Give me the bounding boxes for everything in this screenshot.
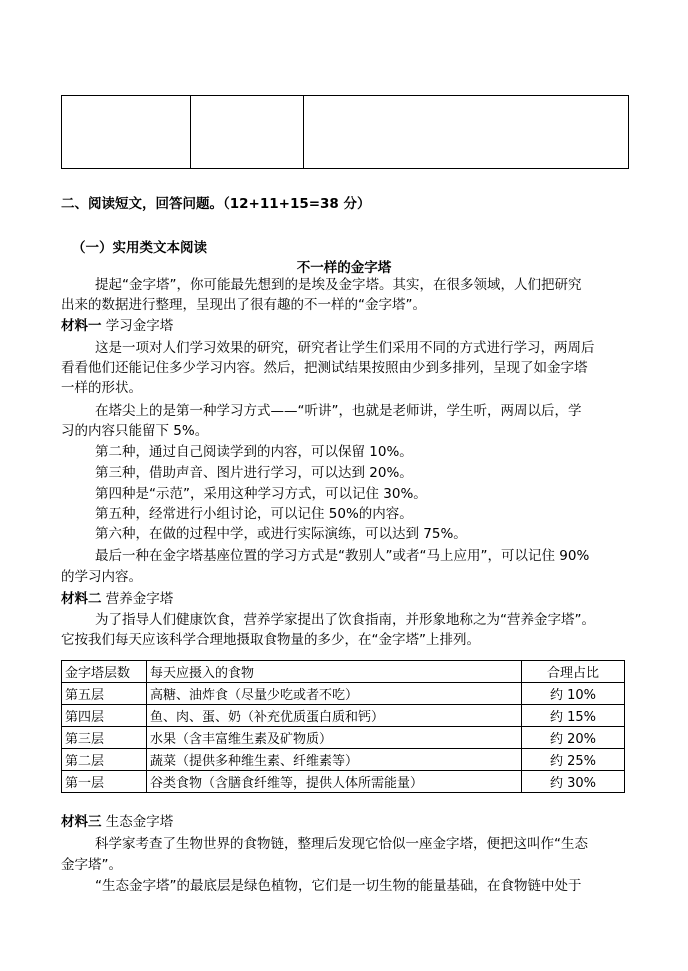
table-cell: 第五层	[62, 683, 147, 705]
table-cell: 约 15%	[522, 705, 625, 727]
material-title: 生态金字塔	[105, 814, 174, 830]
paragraph-line: 科学家考查了生物世界的食物链，整理后发现它恰似一座金字塔，便把这叫作“生态	[95, 836, 588, 852]
table-row	[62, 705, 625, 727]
paragraph-line: 最后一种在金字塔基座位置的学习方式是“教别人”或者“马上应用”，可以记住 90%	[95, 548, 590, 564]
table-cell: 谷类食物（含膳食纤维等，提供人体所需能量）	[147, 771, 522, 793]
table-cell: 第二层	[62, 749, 147, 771]
table-header-row	[62, 661, 625, 683]
material-heading	[61, 316, 629, 336]
paragraph-line: 第四种是“示范”，采用这种学习方式，可以记住 30%。	[95, 486, 427, 502]
material-title: 学习金字塔	[105, 318, 174, 334]
paragraph-line: 第二种，通过自己阅读学到的内容，可以保留 10%。	[95, 444, 413, 460]
table-cell: 约 10%	[522, 683, 625, 705]
intro-line: 出来的数据进行整理，呈现出了很有趣的不一样的“金字塔”。	[61, 297, 426, 313]
paragraph-line: 它按我们每天应该科学合理地摄取食物量的多少，在“金字塔”上排列。	[61, 632, 480, 648]
answer-cell	[191, 96, 304, 169]
paragraph-line: 为了指导人们健康饮食，营养学家提出了饮食指南，并形象地称之为“营养金字塔”。	[95, 612, 595, 628]
column-header: 金字塔层数	[62, 661, 147, 683]
table-cell: 蔬菜（提供多种维生素、纤维素等）	[147, 749, 522, 771]
table-cell: 水果（含丰富维生素及矿物质）	[147, 727, 522, 749]
material-heading	[61, 812, 629, 832]
paragraph-line: 金字塔”。	[61, 857, 122, 873]
answer-cell	[62, 96, 191, 169]
table-row	[62, 771, 625, 793]
material-label: 材料一	[61, 318, 102, 334]
answer-grid-table	[61, 95, 629, 169]
table-row	[62, 749, 625, 771]
paragraph-line: 第三种，借助声音、图片进行学习，可以达到 20%。	[95, 465, 413, 481]
paragraph-line: 第五种，经常进行小组讨论，可以记住 50%的内容。	[95, 506, 413, 522]
paragraph-line: 第六种，在做的过程中学，或进行实际演练，可以达到 75%。	[95, 526, 467, 542]
paragraph-line: 习的内容只能留下 5%。	[61, 423, 209, 439]
material-label: 材料二	[61, 591, 102, 607]
paragraph-line: 这是一项对人们学习效果的研究，研究者让学生们采用不同的方式进行学习，两周后	[95, 340, 595, 356]
table-cell: 约 30%	[522, 771, 625, 793]
material-title: 营养金字塔	[105, 591, 174, 607]
paragraph-line: 的学习内容。	[61, 569, 142, 585]
section-heading: 二、阅读短文，回答问题。（12+11+15=38 分）	[61, 196, 371, 212]
table-row	[62, 727, 625, 749]
intro-line: 提起“金字塔”，你可能最先想到的是埃及金字塔。其实，在很多领域，人们把研究	[95, 277, 582, 293]
table-cell: 高糖、油炸食（尽量少吃或者不吃）	[147, 683, 522, 705]
table-cell: 约 25%	[522, 749, 625, 771]
paragraph-line: 在塔尖上的是第一种学习方式——“听讲”，也就是老师讲，学生听，两周以后，学	[95, 403, 582, 419]
table-cell: 第一层	[62, 771, 147, 793]
nutrition-pyramid-table	[61, 660, 625, 793]
column-header: 每天应摄入的食物	[147, 661, 522, 683]
material-label: 材料三	[61, 814, 102, 830]
sub-heading: （一）实用类文本阅读	[72, 240, 207, 256]
table-cell: 约 20%	[522, 727, 625, 749]
article-title: 不一样的金字塔	[296, 260, 392, 276]
table-cell: 鱼、肉、蛋、奶（补充优质蛋白质和钙）	[147, 705, 522, 727]
table-cell: 第三层	[62, 727, 147, 749]
column-header: 合理占比	[522, 661, 625, 683]
table-cell: 第四层	[62, 705, 147, 727]
paragraph-line: “生态金字塔”的最底层是绿色植物，它们是一切生物的能量基础，在食物链中处于	[95, 878, 582, 894]
paragraph-line: 看看他们还能记住多少学习内容。然后，把测试结果按照由少到多排列，呈现了如金字塔	[61, 360, 588, 376]
answer-cell	[304, 96, 629, 169]
material-heading	[61, 589, 629, 609]
paragraph-line: 一样的形状。	[61, 380, 142, 396]
table-row	[62, 683, 625, 705]
